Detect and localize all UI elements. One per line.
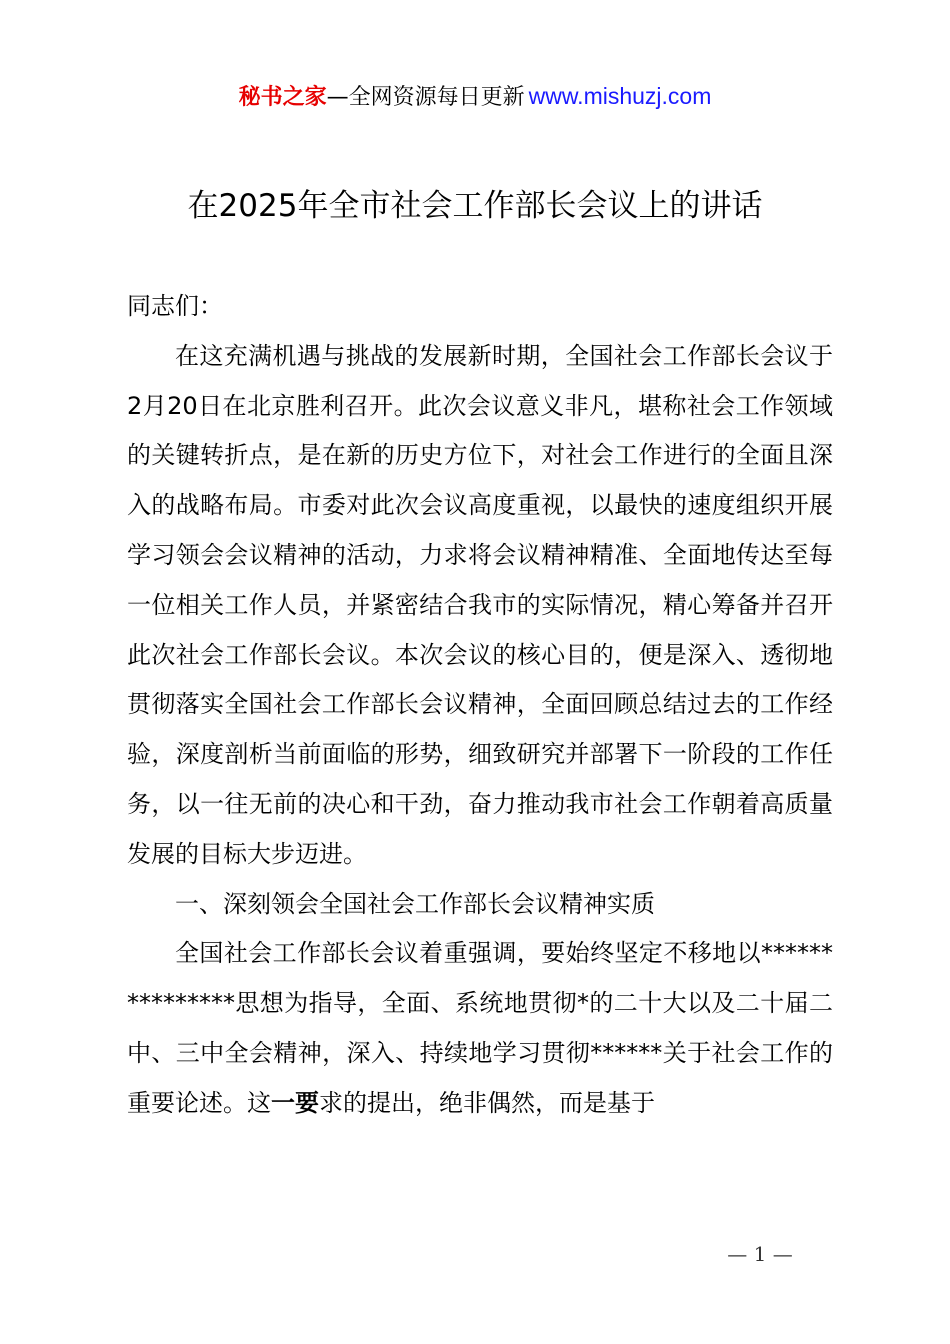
paragraph-bold-text: 一要 — [271, 1088, 319, 1117]
paragraph-intro: 在这充满机遇与挑战的发展新时期，全国社会工作部长会议于2月20日在北京胜利召开。此次会议意义非凡，堪称社会工作领域的关键转折点，是在新的历史方位下，对社会工作进行的全面且深入的战略布局。市委对此次会议高度重视，以最快的速度组织开展学习领会会议精神的活动，力求将会议精神精准、全面地传达至每一位相关工作人员，并紧密结合我市的实际情况，精心筹备并召开此次社会工作部长会议。本次会议的核心目的，便是深入、透彻地贯彻落实全国社会工作部长会议精神，全面回顾总结过去的工作经验，深度剖析当前面临的形势，细致研究并部署下一阶段的工作任务，以一往无前的决心和干劲，奋力推动我市社会工作朝着高质量发展的目标大步迈进。 — [127, 341, 833, 868]
site-brand: 秘书之家 — [238, 85, 327, 110]
section-heading-1: 一、深刻领会全国社会工作部长会议精神实质 — [175, 889, 655, 918]
document-title: 在2025年全市社会工作部长会议上的讲话 — [187, 188, 763, 224]
site-header — [0, 80, 950, 114]
site-tagline: —全网资源每日更新 — [326, 85, 525, 110]
paragraph-text: 全国社会工作部长会议着重强调，要始终坚定不移地以***************思想为指导，全面、系统地贯彻*的二十大以及二十届二中、三中全会精神，深入、持续地学习贯彻******关于社会工作的重要论述。这 — [127, 939, 833, 1117]
salutation: 同志们： — [127, 292, 223, 320]
page-number: — 1 — — [727, 1242, 793, 1266]
site-url-link[interactable]: www.mishuzj.com — [528, 83, 712, 109]
document-body — [127, 282, 833, 1129]
paragraph-section-1 — [127, 929, 833, 1128]
paragraph-text: 求的提出，绝非偶然，而是基于 — [319, 1088, 655, 1117]
